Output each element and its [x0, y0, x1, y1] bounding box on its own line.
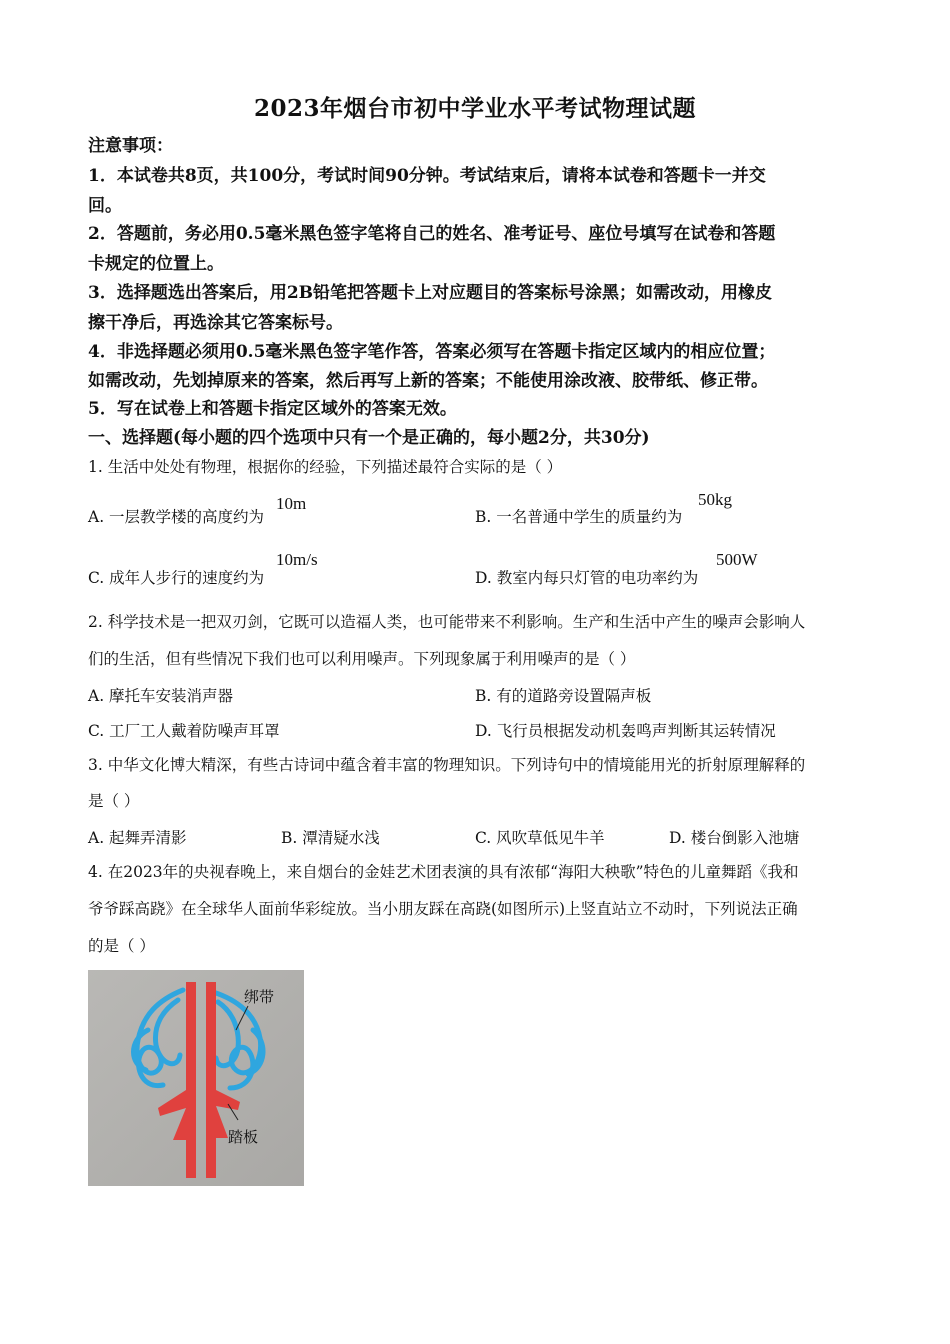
stilts-illustration: [88, 970, 304, 1186]
question-2-stem: 2. 科学技术是一把双刃剑，它既可以造福人类，也可能带来不利影响。生产和生活中产生的噪声会影响人: [88, 613, 806, 631]
q1-option-d: D. 教室内每只灯管的电功率约为: [475, 569, 699, 587]
question-4-stem-end: 的是（ ）: [88, 937, 155, 955]
q3-option-d: D. 楼台倒影入池塘: [669, 829, 800, 847]
q1-option-b: B. 一名普通中学生的质量约为: [475, 508, 683, 526]
q2-option-d: D. 飞行员根据发动机轰鸣声判断其运转情况: [475, 722, 776, 740]
notice-item: 卡规定的位置上。: [88, 254, 224, 274]
q3-option-a: A. 起舞弄清影: [88, 829, 187, 847]
question-3-stem-cont: 是（ ）: [88, 792, 140, 810]
notice-heading: 注意事项：: [88, 136, 173, 156]
q1-option-b-value: 50kg: [698, 490, 732, 509]
q2-option-a: A. 摩托车安装消声器: [88, 687, 234, 705]
question-2-stem-cont: 们的生活，但有些情况下我们也可以利用噪声。下列现象属于利用噪声的是（ ）: [88, 650, 636, 668]
notice-item: 4．非选择题必须用0.5毫米黑色签字笔作答，答案必须写在答题卡指定区域内的相应位置；: [88, 342, 776, 362]
notice-item: 2．答题前，务必用0.5毫米黑色签字笔将自己的姓名、准考证号、座位号填写在试卷和答题: [88, 224, 776, 244]
label-pedal: 踏板: [228, 1128, 259, 1146]
question-3-stem: 3. 中华文化博大精深，有些古诗词中蕴含着丰富的物理知识。下列诗句中的情境能用光的折射原理解释的: [88, 756, 806, 774]
label-strap: 绑带: [244, 988, 275, 1006]
notice-item: 如需改动，先划掉原来的答案，然后再写上新的答案；不能使用涂改液、胶带纸、修正带。: [88, 371, 768, 391]
q1-option-a: A. 一层教学楼的高度约为: [88, 508, 265, 526]
notice-item: 5．写在试卷上和答题卡指定区域外的答案无效。: [88, 399, 457, 419]
notice-item: 3．选择题选出答案后，用2B铅笔把答题卡上对应题目的答案标号涂黑；如需改动，用橡皮: [88, 283, 773, 303]
question-4-stem-cont: 爷爷踩高跷》在全球华人面前华彩绽放。当小朋友踩在高跷(如图所示)上竖直站立不动时，下列说法正确: [88, 900, 798, 918]
q3-option-b: B. 潭清疑水浅: [281, 829, 380, 847]
q2-option-c: C. 工厂工人戴着防噪声耳罩: [88, 722, 280, 740]
stilts-photo: [88, 970, 304, 1186]
notice-item: 擦干净后，再选涂其它答案标号。: [88, 313, 343, 333]
question-4-stem: 4. 在2023年的央视春晚上，来自烟台的金娃艺术团表演的具有浓郁“海阳大秧歌”特色的儿童舞蹈《我和: [88, 863, 799, 881]
q1-option-a-value: 10m: [276, 494, 307, 513]
notice-item: 1．本试卷共8页，共100分，考试时间90分钟。考试结束后，请将本试卷和答题卡一并交: [88, 166, 766, 186]
notice-item: 回。: [88, 196, 122, 216]
q1-option-d-value: 500W: [716, 550, 758, 569]
page-title: 2023年烟台市初中学业水平考试物理试题: [253, 95, 696, 122]
q1-option-c-value: 10m/s: [276, 550, 318, 569]
q3-option-c: C. 风吹草低见牛羊: [475, 829, 605, 847]
q1-option-c: C. 成年人步行的速度约为: [88, 569, 265, 587]
q2-option-b: B. 有的道路旁设置隔声板: [475, 687, 652, 705]
section-heading: 一、选择题(每小题的四个选项中只有一个是正确的，每小题2分，共30分): [88, 428, 650, 448]
question-1-stem: 1. 生活中处处有物理，根据你的经验，下列描述最符合实际的是（ ）: [88, 458, 563, 476]
